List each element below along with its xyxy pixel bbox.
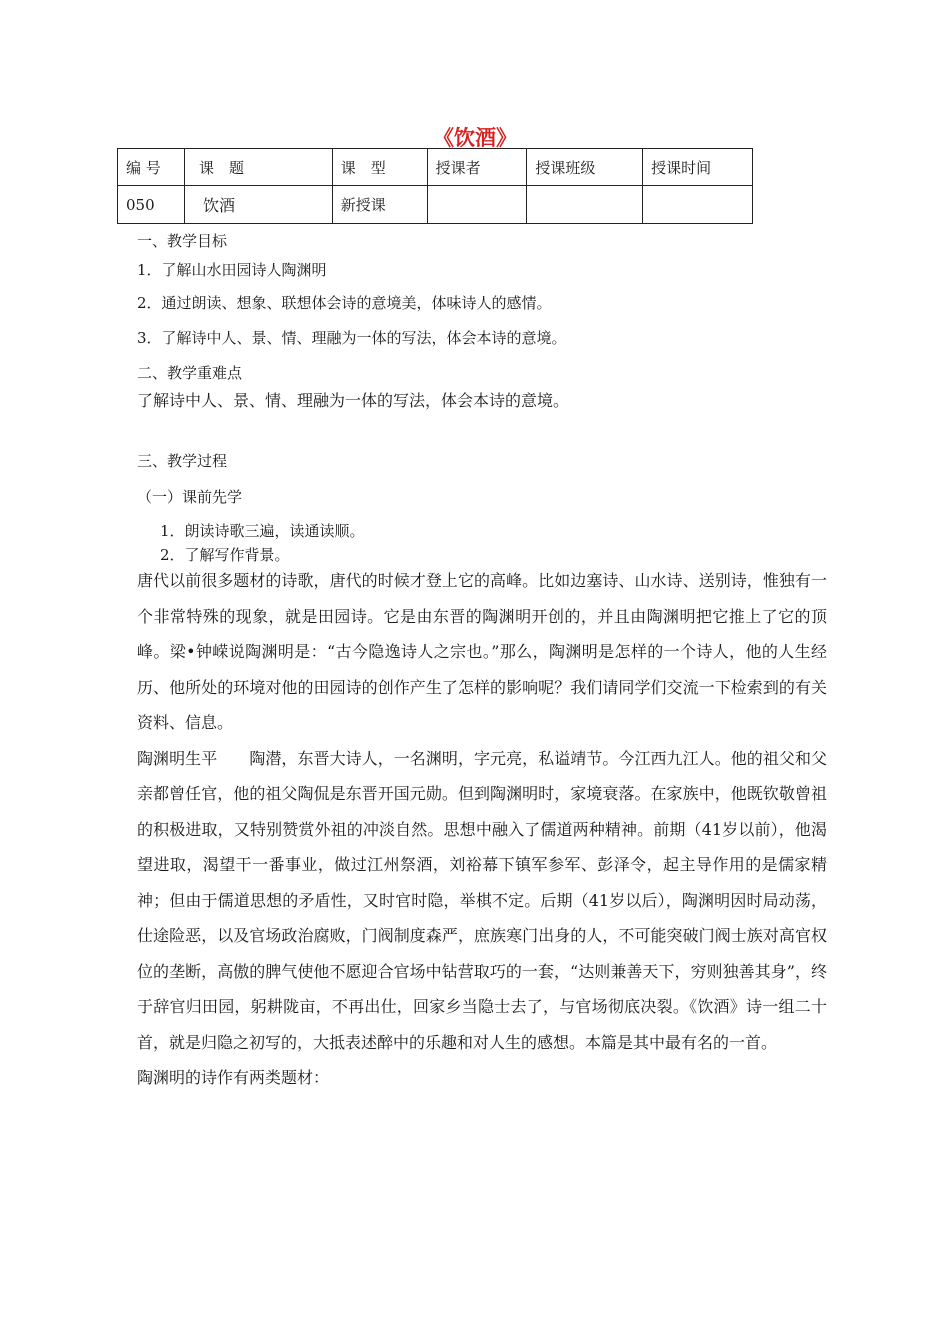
table-header-cell: 授课时间 (643, 149, 753, 186)
list-item: 3．了解诗中人、景、情、理融为一体的写法，体会本诗的意境。 (137, 329, 567, 347)
table-header-cell: 编 号 (118, 149, 185, 186)
table-header-cell: 授课者 (427, 149, 527, 186)
table-row (118, 186, 753, 224)
table-cell: 饮酒 (184, 186, 332, 224)
table-header-row (118, 149, 753, 186)
table-cell (527, 186, 643, 224)
body-text-block (137, 563, 827, 1096)
table-header-cell: 课 题 (184, 149, 332, 186)
table-cell (643, 186, 753, 224)
paragraph: 唐代以前很多题材的诗歌，唐代的时候才登上它的高峰。比如边塞诗、山水诗、送别诗，惟独有一个非常特殊的现象，就是田园诗。它是由东晋的陶渊明开创的，并且由陶渊明把它推上了它的顶峰。梁•钟嵘说陶渊明是：“古今隐逸诗人之宗也。”那么，陶渊明是怎样的一个诗人，他的人生经历、他所处的环境对他的田园诗的创作产生了怎样的影响呢？我们请同学们交流一下检索到的有关资料、信息。 (137, 571, 827, 732)
table-cell: 050 (118, 186, 185, 224)
paragraph: 陶渊明的诗作有两类题材： (137, 1068, 330, 1087)
section-heading: 二、教学重难点 (137, 364, 243, 382)
subsection-heading: （一）课前先学 (137, 488, 243, 506)
section-heading: 一、教学目标 (137, 232, 228, 250)
table-cell (427, 186, 527, 224)
table-header-cell: 课 型 (332, 149, 427, 186)
list-item: 1．了解山水田园诗人陶渊明 (137, 261, 327, 279)
list-item: 2．了解写作背景。 (160, 546, 290, 564)
section-heading: 三、教学过程 (137, 452, 228, 470)
list-item: 2．通过朗读、想象、联想体会诗的意境美，体味诗人的感情。 (137, 294, 552, 312)
paragraph: 陶渊明生平 陶潜，东晋大诗人，一名渊明，字元亮，私谥靖节。今江西九江人。他的祖父和父亲都曾任官，他的祖父陶侃是东晋开国元勋。但到陶渊明时，家境衰落。在家族中，他既钦敬曾祖的积极进取，又特别赞赏外祖的冲淡自然。思想中融入了儒道两种精神。前期（41岁以前），他渴望进取，渴望干一番事业，做过江州祭酒，刘裕幕下镇军参军、彭泽令，起主导作用的是儒家精神；但由于儒道思想的矛盾性，又时官时隐，举棋不定。后期（41岁以后），陶渊明因时局动荡，仕途险恶，以及官场政治腐败，门阀制度森严，庶族寒门出身的人，不可能突破门阀士族对高官权位的垄断，高傲的脾气使他不愿迎合官场中钻营取巧的一套，“达则兼善天下，穷则独善其身”，终于辞官归田园，躬耕陇亩，不再出仕，回家乡当隐士去了，与官场彻底决裂。《饮酒》诗一组二十首，就是归隐之初写的，大抵表述醉中的乐趣和对人生的感想。本篇是其中最有名的一首。 (137, 748, 827, 1052)
table-header-cell: 授课班级 (527, 149, 643, 186)
document-title: 《饮酒》 (433, 126, 517, 150)
body-text: 了解诗中人、景、情、理融为一体的写法，体会本诗的意境。 (137, 391, 570, 410)
list-item: 1．朗读诗歌三遍，读通读顺。 (160, 522, 365, 540)
table-cell: 新授课 (332, 186, 427, 224)
lesson-info-table (117, 148, 753, 224)
